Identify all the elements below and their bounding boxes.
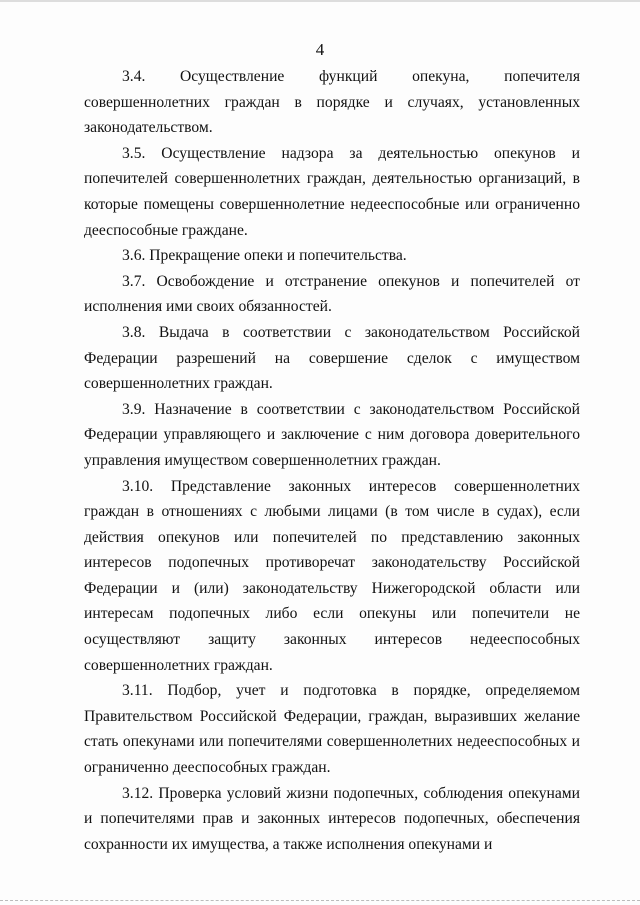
scan-top-edge <box>0 0 640 2</box>
paragraph-3-7: 3.7. Освобождение и отстранение опекунов и попечителей от исполнения ими своих обязанностей. <box>84 272 580 316</box>
paragraph-3-12: 3.12. Проверка условий жизни подопечных, соблюдения опекунами и попечителями прав и законных интересов подопечных, обеспечения сохранности их имущества, а также исполнения опекунами и <box>84 784 580 853</box>
paragraph-3-11: 3.11. Подбор, учет и подготовка в порядке, определяемом Правительством Российской Федерации, граждан, выразивших желание стать опекунами или попечителями совершеннолетних недееспособных и ограниченно дееспособных граждан. <box>84 682 580 777</box>
paragraph-3-9: 3.9. Назначение в соответствии с законодательством Российской Федерации управляющего и заключение с ним договора доверительного управления имуществом совершеннолетних граждан. <box>84 400 580 469</box>
page-number: 4 <box>315 40 325 59</box>
paragraph-3-8: 3.8. Выдача в соответствии с законодательством Российской Федерации разрешений на совершение сделок с имуществом совершеннолетних граждан. <box>84 323 580 393</box>
paragraph-3-4: 3.4. Осуществление функций опекуна, попечителя совершеннолетних граждан в порядке и случаях, установленных законодательством. <box>84 68 580 137</box>
paragraph-3-6: 3.6. Прекращение опеки и попечительства. <box>122 247 407 265</box>
paragraph-3-5: 3.5. Осуществление надзора за деятельностью опекунов и попечителей совершеннолетних граждан, деятельностью организаций, в которые помещены совершеннолетние недееспособные или ограниченно дееспособные граждане. <box>84 144 580 239</box>
document-body <box>84 64 580 857</box>
scan-bottom-edge <box>0 900 640 901</box>
paragraph-3-10: 3.10. Представление законных интересов совершеннолетних граждан в отношениях с любыми лицами (в том числе в судах), если действия опекунов или попечителей по представлению законных интересов подопечных противоречат законодательству Российской Федерации и (или) законодательству Нижегородской области или интересам подопечных либо если опекуны или попечители не осуществляют защиту законных интересов недееспособных совершеннолетних граждан. <box>84 477 580 674</box>
